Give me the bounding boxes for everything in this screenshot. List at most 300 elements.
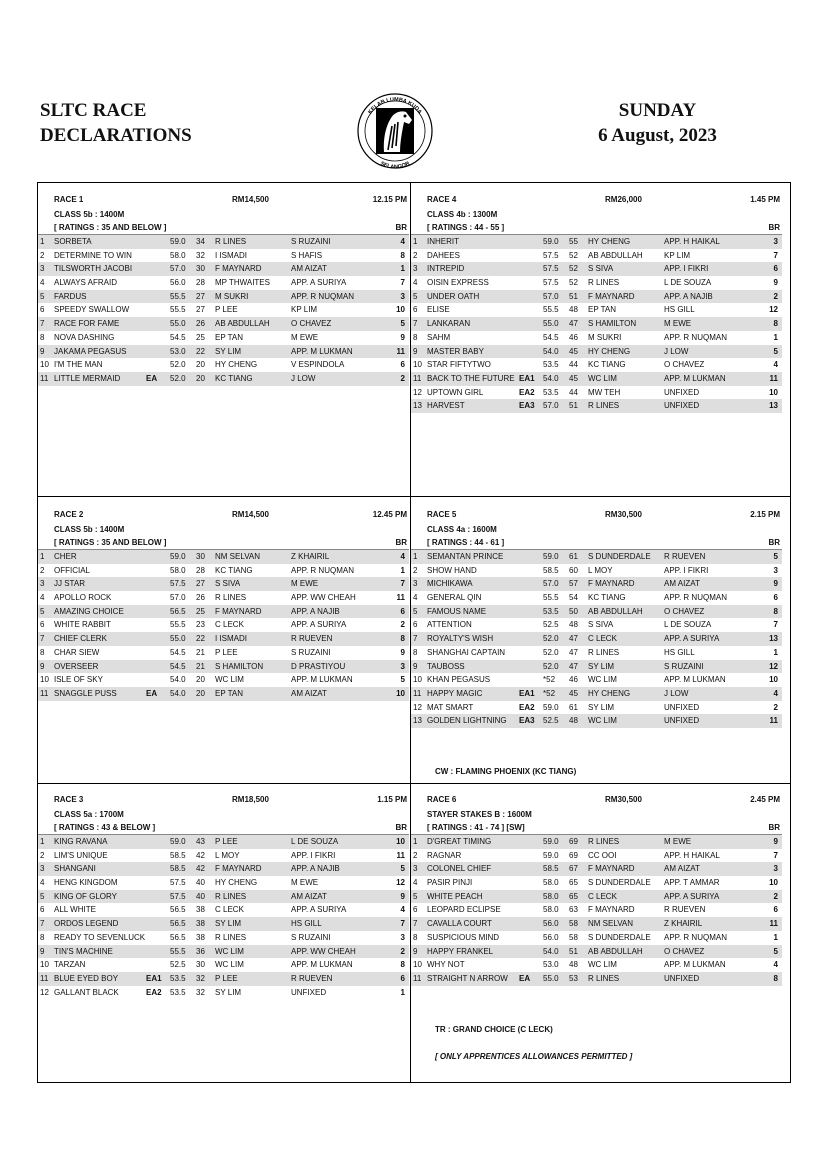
jockey-name: P LEE [215,973,238,983]
runner-number: 12 [40,987,49,997]
rating: 67 [569,864,578,874]
runner-number: 1 [413,837,418,846]
jockey-name: S DUNDERDALE [588,878,651,888]
runner-number: 6 [413,620,418,630]
runner-number: 7 [40,919,45,929]
runner-number: 12 [413,387,422,397]
runner-row [38,591,409,605]
runner-row [411,646,782,660]
club-logo [356,88,434,178]
barrier-draw: 6 [400,973,405,983]
horse-name: TILSWORTH JACOBI [54,264,133,274]
horse-name: TIN'S MACHINE [54,946,113,956]
emergency-tag: EA2 [146,987,162,997]
barrier-draw: 6 [773,593,778,603]
runner-number: 11 [40,373,49,383]
rating: 69 [569,837,578,846]
barrier-header: BR [768,223,780,232]
horse-name: DETERMINE TO WIN [54,250,132,260]
rating: 45 [569,346,578,356]
jockey-name: WC LIM [588,716,617,726]
runner-number: 10 [40,360,49,370]
runner-number: 8 [40,647,45,657]
race-note: TR : GRAND CHOICE (C LECK) [435,1024,553,1034]
race-date [560,98,755,148]
barrier-draw: 1 [400,264,405,274]
race-time: 2.15 PM [750,510,780,519]
trainer-name: L DE SOUZA [664,278,712,288]
weight: 52.5 [170,960,186,970]
runner-row [38,849,409,863]
runner-row [38,276,409,290]
rating: 30 [196,264,205,274]
jockey-name: NM SELVAN [588,919,634,929]
race-date-text: 6 August, 2023 [598,125,717,146]
horse-name: SHANGANI [54,864,96,874]
barrier-draw: 4 [400,237,405,246]
trainer-name: S HAFIS [291,250,323,260]
runner-row [411,358,782,372]
runner-row [411,862,782,876]
horse-name: MASTER BABY [427,346,484,356]
barrier-draw: 2 [773,891,778,901]
trainer-name: APP. A SURIYA [291,620,347,630]
barrier-draw: 4 [773,960,778,970]
jockey-name: AB ABDULLAH [215,319,270,329]
jockey-name: KC TIANG [215,373,253,383]
race-panel [38,195,409,386]
race-header [38,195,409,209]
rating: 60 [569,565,578,575]
horse-name: LITTLE MERMAID [54,373,121,383]
weight: 58.0 [170,565,186,575]
runner-number: 5 [413,291,418,301]
horse-name: SPEEDY SWALLOW [54,305,130,315]
weight: 59.0 [543,837,559,846]
trainer-name: AM AIZAT [291,891,327,901]
runner-number: 5 [413,606,418,616]
weight: 52.5 [543,620,559,630]
runner-number: 2 [40,250,45,260]
barrier-draw: 9 [773,278,778,288]
weight: 56.0 [170,278,186,288]
race-header [411,510,782,524]
runner-row [38,331,409,345]
trainer-name: APP. H HAIKAL [664,850,720,860]
barrier-draw: 10 [769,675,778,685]
barrier-draw: 3 [400,661,405,671]
jockey-name: R LINES [588,973,620,983]
race-number: RACE 3 [54,795,84,804]
runner-number: 5 [413,891,418,901]
barrier-draw: 8 [773,319,778,329]
jockey-name: S HAMILTON [588,319,637,329]
runner-row [38,632,409,646]
rating: 27 [196,305,205,315]
barrier-draw: 9 [400,891,405,901]
barrier-draw: 5 [400,864,405,874]
barrier-draw: 6 [773,264,778,274]
jockey-name: WC LIM [215,946,244,956]
jockey-name: L MOY [215,850,240,860]
runner-row [411,917,782,931]
weight: 58.5 [170,850,186,860]
race-number: RACE 4 [427,195,457,204]
trainer-name: R RUEVEN [291,634,333,644]
runner-row [411,618,782,632]
runner-number: 4 [413,593,418,603]
race-panel [411,195,782,413]
runner-row [411,876,782,890]
rating: 51 [569,946,578,956]
horse-name: BLUE EYED BOY [54,973,119,983]
barrier-draw: 11 [396,593,405,603]
runner-row [411,564,782,578]
jockey-name: NM SELVAN [215,552,261,561]
race-ratings: [ RATINGS : 41 - 74 ] [SW] [427,823,525,832]
runner-row [411,958,782,972]
weight: 58.5 [543,565,559,575]
weight: 59.0 [543,237,559,246]
weight: 53.5 [170,987,186,997]
runner-row [411,290,782,304]
race-note: CW : FLAMING PHOENIX (KC TIANG) [435,767,577,777]
weight: 52.0 [170,373,186,383]
runner-number: 6 [40,305,45,315]
emergency-tag: EA [146,688,158,698]
rating: 22 [196,634,205,644]
trainer-name: APP. T AMMAR [664,878,720,888]
weight: 59.0 [170,237,186,246]
runner-number: 1 [413,552,418,561]
runner-row [38,903,409,917]
race-prize: RM14,500 [232,195,269,204]
horse-name: SEMANTAN PRINCE [427,552,504,561]
runner-row [38,835,409,849]
jockey-name: R LINES [215,891,247,901]
rating: 34 [196,237,205,246]
horse-name: CAVALLA COURT [427,919,492,929]
race-panel [38,510,409,701]
runner-number: 1 [40,552,45,561]
trainer-name: M EWE [664,837,692,846]
trainer-name: APP. R NUQMAN [664,593,727,603]
runner-row [38,249,409,263]
barrier-draw: 12 [769,661,778,671]
barrier-draw: 2 [400,620,405,630]
runner-number: 3 [413,579,418,589]
rating: 32 [196,250,205,260]
runner-number: 10 [413,675,422,685]
runner-row [411,931,782,945]
rating: 45 [569,688,578,698]
rating: 38 [196,919,205,929]
runner-row [411,605,782,619]
runner-row [411,632,782,646]
barrier-draw: 4 [773,360,778,370]
horse-name: CHAR SIEW [54,647,100,657]
barrier-draw: 9 [400,332,405,342]
jockey-name: WC LIM [588,373,617,383]
rating: 47 [569,661,578,671]
barrier-header: BR [395,223,407,232]
jockey-name: P LEE [215,305,238,315]
jockey-name: EP TAN [215,688,244,698]
trainer-name: Z KHAIRIL [664,919,703,929]
rating: 51 [569,291,578,301]
runner-number: 10 [40,675,49,685]
barrier-draw: 3 [400,932,405,942]
trainer-name: APP. A SURIYA [664,891,720,901]
runner-row [38,317,409,331]
weight: 57.0 [543,401,559,411]
runner-row [411,577,782,591]
race-ratings: [ RATINGS : 43 & BELOW ] [54,823,156,832]
trainer-name: M EWE [291,878,319,888]
barrier-draw: 8 [400,250,405,260]
weight: 56.5 [170,905,186,915]
runner-number: 4 [40,593,45,603]
trainer-name: S RUZAINI [291,647,331,657]
runner-number: 4 [40,878,45,888]
horse-name: ISLE OF SKY [54,675,103,685]
runner-row [411,399,782,413]
horse-name: ORDOS LEGEND [54,919,119,929]
barrier-draw: 2 [400,946,405,956]
rating: 28 [196,278,205,288]
race-time: 12.45 PM [372,510,407,519]
runner-number: 5 [40,891,45,901]
runner-number: 3 [413,264,418,274]
race-number: RACE 5 [427,510,457,519]
horse-name: RACE FOR FAME [54,319,120,329]
horse-name: SHOW HAND [427,565,477,575]
runner-row [411,317,782,331]
trainer-name: UNFIXED [664,387,700,397]
jockey-name: M SUKRI [215,291,249,301]
barrier-draw: 11 [769,716,778,726]
weight: 58.5 [170,864,186,874]
barrier-header: BR [395,538,407,547]
runner-row [411,673,782,687]
runner-number: 3 [40,864,45,874]
weight: 53.0 [170,346,186,356]
trainer-name: O CHAVEZ [664,606,705,616]
runner-row [411,714,782,728]
runner-row [411,687,782,701]
weight: 56.5 [170,606,186,616]
weight: 56.0 [543,919,559,929]
jockey-name: F MAYNARD [588,905,635,915]
runner-number: 7 [413,919,418,929]
horse-name: APOLLO ROCK [54,593,112,603]
rating: 52 [569,278,578,288]
barrier-draw: 1 [773,332,778,342]
runner-row [411,550,782,564]
jockey-name: HY CHENG [215,360,258,370]
trainer-name: APP. WW CHEAH [291,946,356,956]
jockey-name: C LECK [215,905,244,915]
race-number: RACE 2 [54,510,84,519]
trainer-name: KP LIM [664,250,691,260]
horse-name: HAPPY FRANKEL [427,946,494,956]
runner-row [38,945,409,959]
rating: 38 [196,932,205,942]
rating: 50 [569,606,578,616]
logo-bottom-text: SELANGOR [379,160,411,171]
trainer-name: APP. WW CHEAH [291,593,356,603]
emergency-tag: EA3 [519,401,535,411]
trainer-name: Z KHAIRIL [291,552,330,561]
trainer-name: S RUZAINI [291,932,331,942]
runner-number: 13 [413,716,422,726]
barrier-draw: 13 [769,634,778,644]
weight: 54.0 [543,346,559,356]
horse-name: GENERAL QIN [427,593,482,603]
runner-number: 11 [40,973,49,983]
runner-row [38,687,409,701]
barrier-draw: 8 [773,973,778,983]
runner-number: 2 [413,850,418,860]
horse-name: GALLANT BLACK [54,987,119,997]
horse-name: COLONEL CHIEF [427,864,492,874]
runner-number: 13 [413,401,422,411]
emergency-tag: EA2 [519,702,535,712]
runner-number: 6 [413,305,418,315]
horse-name: ROYALTY'S WISH [427,634,494,644]
weight: *52 [543,675,556,685]
trainer-name: APP. M LUKMAN [291,675,353,685]
jockey-name: P LEE [215,837,238,846]
horse-name: ATTENTION [427,620,472,630]
runner-row [411,345,782,359]
runner-number: 8 [413,647,418,657]
jockey-name: HY CHENG [588,237,631,246]
horse-name: CHER [54,552,77,561]
barrier-draw: 10 [396,688,405,698]
runner-row [38,931,409,945]
weight: 53.5 [170,973,186,983]
runner-number: 10 [413,960,422,970]
rating: 38 [196,905,205,915]
horse-name: JJ STAR [54,579,85,589]
barrier-draw: 7 [400,579,405,589]
race-class: CLASS 5b : 1400M [54,525,125,534]
runner-row [38,550,409,564]
trainer-name: O CHAVEZ [291,319,332,329]
weight: 57.0 [543,579,559,589]
horse-name: OVERSEER [54,661,99,671]
runner-row [411,849,782,863]
barrier-header: BR [395,823,407,832]
horse-name: LANKARAN [427,319,471,329]
jockey-name: R LINES [588,647,620,657]
runner-number: 8 [40,332,45,342]
barrier-draw: 12 [769,305,778,315]
runner-row [411,660,782,674]
barrier-draw: 12 [396,878,405,888]
trainer-name: UNFIXED [664,716,700,726]
rating: 25 [196,332,205,342]
weight: 59.0 [543,552,559,561]
jockey-name: WC LIM [215,960,244,970]
rating: 55 [569,237,578,246]
runner-number: 7 [413,634,418,644]
barrier-draw: 8 [400,960,405,970]
logo-top-text: KELAB LUMBA KUDA [367,96,423,116]
race-ratings-row [38,221,409,235]
horse-name: MAT SMART [427,702,474,712]
horse-name: SAHM [427,332,451,342]
race-ratings: [ RATINGS : 35 AND BELOW ] [54,223,167,232]
trainer-name: O CHAVEZ [664,360,705,370]
barrier-draw: 3 [773,237,778,246]
horse-name: READY TO SEVENLUCK [54,932,146,942]
runner-row [38,577,409,591]
rating: 40 [196,891,205,901]
rating: 30 [196,552,205,561]
horse-name: KING RAVANA [54,837,108,846]
weight: 55.5 [170,620,186,630]
rating: 27 [196,291,205,301]
horse-name: LEOPARD ECLIPSE [427,905,501,915]
horse-name: TAUBOSS [427,661,465,671]
race-class: CLASS 5b : 1400M [54,210,125,219]
jockey-name: SY LIM [215,346,242,356]
weight: 54.0 [170,675,186,685]
runner-row [38,303,409,317]
jockey-name: KC TIANG [215,565,253,575]
race-ratings: [ RATINGS : 44 - 61 ] [427,538,505,547]
runner-number: 11 [413,688,422,698]
trainer-name: M EWE [291,332,319,342]
rating: 20 [196,688,205,698]
jockey-name: S SIVA [588,620,614,630]
runner-number: 10 [413,360,422,370]
runner-number: 6 [40,905,45,915]
horse-name: WHITE RABBIT [54,620,111,630]
rating: 21 [196,647,205,657]
race-day: SUNDAY [618,100,697,121]
weight: 57.5 [543,278,559,288]
horse-name: TARZAN [54,960,86,970]
trainer-name: V ESPINDOLA [291,360,345,370]
horse-name: SUSPICIOUS MIND [427,932,500,942]
runner-row [38,958,409,972]
trainer-name: UNFIXED [291,987,327,997]
rating: 45 [569,373,578,383]
horse-name: DAHEES [427,250,460,260]
runner-row [411,372,782,386]
weight: 58.5 [543,864,559,874]
horse-name: UPTOWN GIRL [427,387,484,397]
race-ratings: [ RATINGS : 35 AND BELOW ] [54,538,167,547]
weight: 53.5 [543,360,559,370]
barrier-draw: 11 [769,373,778,383]
trainer-name: L DE SOUZA [664,620,712,630]
horse-name: MICHIKAWA [427,579,473,589]
rating: 22 [196,346,205,356]
weight: 55.5 [170,291,186,301]
weight: 56.0 [543,932,559,942]
weight: 55.0 [543,319,559,329]
runner-row [38,564,409,578]
jockey-name: C LECK [588,634,617,644]
jockey-name: R LINES [588,278,620,288]
rating: 25 [196,606,205,616]
runner-number: 8 [40,932,45,942]
jockey-name: AB ABDULLAH [588,606,643,616]
